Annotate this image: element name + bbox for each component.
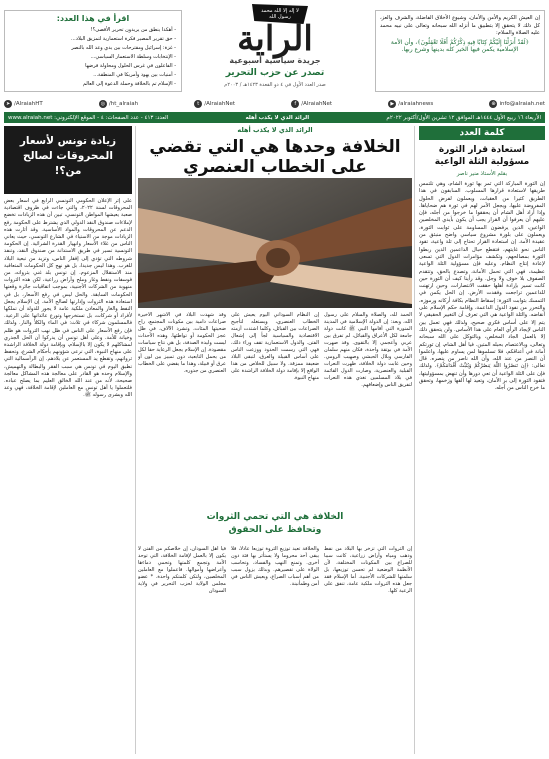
globe-icon: ⊕ xyxy=(491,101,496,107)
social-label: /alraiahnews xyxy=(398,101,434,107)
in-this-issue-title: اقرأ في هذا العدد: xyxy=(56,14,130,23)
main-article xyxy=(138,126,412,754)
subheading-line: الخلافة هي التي تحمي الثروات xyxy=(206,512,344,522)
instagram-icon: ◎ xyxy=(100,101,106,107)
social-link[interactable] xyxy=(291,100,332,108)
intro-text: إن العيش الكريم والأمن والأمان، وشيوع الأخلاق الفاضلة، والشرف والعز، كل ذلك لا يتحقق إلا بتطبيق ما أنزله الله سبحانه وتعالى على نبيه محمد عليه الصلاة والسلام: xyxy=(380,15,540,37)
editorial-body: إن الثورة المباركة التي ثمر بها ثورة الشام، وهي تلتمس طريقها لاستعادة قرارها المسلوب. السابقون في هذا الطريق كثيرا من العقبات، ويعملون لفرض الحلول المفروضة عليها، ويجعل الأمر لهم في ثورة هم ضحاياها. وإذا أراد أهل الشام أن يحققوا ما خرجوا من أجله، فإن عليهم أن يعرفوا أن القرار يجب أن يكون بأيدي المخلصين الواعين، الذين يرفضون المساومة على ثوابت الثورة، ويعملون على بلورة مشروع سياسي واضح منبثق من عقيدة الأمة. إن استعادة القرار تحتاج إلى ثلة واعية، تقود الناس نحو غايتهم، فتقطع حبال الداعمين الذين ربطوا الثورة بمصالحهم، وتكشف مؤامرات الدول التي تسعى لإعادة إنتاج النظام. وعليه فإن مسؤولية الثلة الواعية عظيمة، فهي التي تحمل الأمانة، وتصدع بالحق، وتتقدم الصفوف بلا خوف ولا وجل. وقد رأينا كيف أن الثورة حين كانت تسير بإرادة أهلها حققت الانتصارات، وحين ارتهنت للداعمين تراجعت وفقدت الأرض. إن الحل يكمن في التمسك بثوابت الثورة: إسقاط النظام بكافة أركانه ورموزه، والتحرر من نفوذ الدول الداعمة، وإقامة حكم الإسلام على أنقاضه. والثلة الواعية هي التي تعرف أن التغيير الحقيقي لا يتم إلا على أساس فكري صحيح، ولذلك فهي تعمل بين الناس لإيجاد الرأي العام على هذا الأساس. ولن يتحقق ذلك إلا بالعمل الجاد المخلص، وبالتوكل على الله سبحانه وتعالى، وبالاعتصام بحبله المتين. فيا أهل الشام، إن ثورتكم أمانة في أعناقكم، فلا تسلموها لمن يساوم عليها، واعلموا أن النصر من عند الله، وأن الله ناصر من ينصره. قال تعالى: ﴿إِن تَنصُرُوا اللَّهَ يَنصُرْكُمْ وَيُثَبِّتْ أَقْدَامَكُمْ﴾. ولذلك فإن على الثلة الواعية أن تعي دورها وأن تنهض بمسؤوليتها، فتقود الثورة إلى بر الأمان، وتعيد لها ألقها وزخمها، وتحقق ما خرج الناس من أجله. xyxy=(419,181,545,392)
social-link[interactable] xyxy=(388,100,433,108)
social-label: info@alraiah.net xyxy=(499,101,545,107)
main-article-body-bottom xyxy=(138,546,412,750)
hands-unity-photo xyxy=(138,178,412,308)
social-label: /ht_alraiah xyxy=(108,101,139,107)
issue-item[interactable]: - حق تقرير المصير فكرة استعمارية لتمزيق البلاد... xyxy=(71,36,176,42)
editorial-section-label: كلمة العدد xyxy=(419,126,545,140)
subheading-line: وتحافظ على الحقوق xyxy=(228,525,322,535)
intro-box xyxy=(375,10,545,92)
main-headline[interactable]: الخلافة وحدها هي التي تقضي على الخطاب العنصري xyxy=(149,137,401,177)
intro-quote: ﴿لَقَدْ أَنزَلْنَا إِلَيْكُمْ كِتَابًا فِيهِ ذِكْرُكُمْ أَفَلَا تَعْقِلُونَ﴾، وأن الأمة الإسلامية يكمن فيها الخير كله بدينها وشرع ربها. xyxy=(390,38,530,54)
issue-item[interactable]: - الإسلام تم بالخلافة وحملة الدعوة إلى العالم xyxy=(82,81,176,87)
issue-item[interactable]: - الفاعلون في غرس الحلول ومحاولة فرضها xyxy=(85,63,176,69)
telegram-icon: ➤ xyxy=(5,101,11,107)
article-column: وقد شهدت البلاد في الأشهر الأخيرة صراعات دامية بين مكونات المجتمع، راح ضحيتها المئات، وتشرد الآلاف، في ظل عجز الحكومة أو تواطئها. وهذه الأحداث ليست وليدة الصدفة، بل هي نتاج سياسات مقصودة. إن الإسلام يجعل الرعاية حقا لكل من يحمل التابعية، دون تمييز بين لون أو عرق أو قبيلة، وهذا ما يقضي على الخطاب العنصري من جذوره. xyxy=(138,312,226,374)
social-links-bar xyxy=(4,98,545,110)
social-link[interactable] xyxy=(4,100,43,108)
main-kicker: الرائد الذي لا يكذب أهله xyxy=(237,126,313,134)
editorial-title[interactable]: استعادة قرار الثورة مسؤولية الثلة الواعية xyxy=(434,145,530,167)
motto: الرائد الذي لا يكذب أهله xyxy=(245,114,310,121)
first-issue-date: صدر العدد الأول في ٤ ذو القعدة ١٤٢٣هـ / ٢٠٠٣م xyxy=(224,82,326,88)
editorial-author: بقلم الأستاذ منير ناصر xyxy=(456,171,508,177)
article-column: الحمد لله، والصلاة والسلام على رسول الله، وبعد: إن الدولة الإسلامية في المدينة المنورة التي أقامها النبي ﷺ كانت دولة جامعة لكل الأعراق والقبائل، لم تفرق بين عربي وأعجمي إلا بالتقوى. وقد صهرت الأمة في بوتقة واحدة، فكان منهم سلمان الفارسي وبلال الحبشي وصهيب الرومي. وحين غابت دولة الخلافة، ظهرت النعرات القبلية والعنصرية، وصارت الدول القائمة في بلاد المسلمين تغذي هذه النعرات لتفريق الناس وإضعافهم. xyxy=(324,312,412,388)
issuer: تصدر عن حزب التحرير xyxy=(225,68,325,78)
article-column: إن الثروات التي تزخر بها البلاد من نفط وذهب ومياه وأراض زراعية، كانت سببا للصراع بين المكونات المختلفة، لأن الأنظمة الوضعية لم تحسن توزيعها، بل سلمتها للشركات الأجنبية. أما الإسلام فقد جعل هذه الثروات ملكية عامة، تنفق على الرعية كلها. xyxy=(324,546,412,594)
issue-item[interactable]: - غزة: إسرائيل ومقترحات بين يدي وعد الله بالنصر xyxy=(71,45,176,51)
article-subheading xyxy=(138,511,412,543)
side-article xyxy=(4,126,132,754)
in-this-issue-box xyxy=(4,10,182,92)
article-column: فيا أهل السودان، إن خلاصكم من الفتن لا يكون إلا بالعمل لإقامة الخلافة، التي توحد الأمة وتجمع كلمتها وتحمي دماءها وأعراضها وأموالها. فاعملوا مع العاملين المخلصين، ولتكن كلمتكم واحدة. * عضو مجلس الولاية لحزب التحرير في ولاية السودان xyxy=(138,546,226,594)
side-article-body: على إثر الإعلان الحكومي التونسي الرابع في أسعار بعض المحروقات لسنة ٢٠٢٢، والتي جاءت في ظروف اقتصادية صعبة يعيشها المواطن التونسي، تبين أن هذه الزيادات تخضع لإملاءات صندوق النقد الدولي الذي يشترط على الحكومة رفع الدعم عن المحروقات والمواد الأساسية. وقد أثارت هذه الزيادات موجة من الاستياء في الشارع التونسي، حيث يعاني الناس من غلاء الأسعار وانهيار القدرة الشرائية. إن الحكومة التونسية تسير في طريق الاستدانة من صندوق النقد، وتنفذ شروطه التي تؤدي إلى إفقار الناس، وتزيد من تبعية البلاد للغرب. وهذا ليس جديدا، بل هو نهج كل الحكومات المتعاقبة منذ الاستقلال المزعوم. إن تونس بلد غني بثرواته، من فوسفات ونفط وغاز وملح وأراض زراعية، لكن هذه الثروات منهوبة من الشركات الأجنبية، بموجب اتفاقيات جائرة وقعتها الحكومات السابقة. والحل ليس في رفع الأسعار، بل في استعادة هذه الثروات وإدارتها لصالح الأمة. إن الإسلام يجعل النفط والغاز والمعادن ملكية عامة لا يجوز للدولة أن تملكها لأفراد أو شركات، بل تستخرجها وتوزع عائداتها على الرعية. فالمسلمون شركاء في ثلاث: في الماء والكلأ والنار. ولذلك فإن رفع الأسعار على الناس في ظل نهب الثروات هو ظلم وخيانة للأمة. وعلى أهل تونس أن يدركوا أن الحل الجذري لمشاكلهم لا يكون إلا بالإسلام، وبإقامة دولة الخلافة الراشدة على منهاج النبوة، التي ترعى شؤونهم بأحكام الشرع، وتحفظ ثرواتهم، وتقطع يد المستعمر عن بلادهم. إن الرأسمالية التي تطبق اليوم في تونس هي سبب الفقر والبطالة والتهميش، والإسلام وحده هو القادر على معالجة هذه المشاكل معالجة صحيحة، لأنه من عند الله الخالق العليم بما يصلح عباده. فلتعملوا يا أهل تونس مع العاملين لإقامة الخلافة، فهي وعد الله وبشرى رسوله ﷺ. xyxy=(4,198,132,399)
side-article-title[interactable]: زيادة تونس لأسعار المحروقات لصالح من؟! xyxy=(4,126,132,194)
tagline: جريدة سياسية أسبوعية xyxy=(229,56,321,65)
social-link[interactable] xyxy=(194,100,235,108)
column-divider xyxy=(135,126,136,754)
twitter-icon: t xyxy=(194,100,202,108)
issue-item[interactable]: - أهكذا ينطق من يريدون تحرير الأقصى؟! xyxy=(90,27,176,33)
masthead-area xyxy=(4,4,545,94)
newspaper-logo: الراية xyxy=(237,19,313,59)
article-column: والخلافة تعيد توزيع الثروة توزيعا عادلا، فلا يبقى أحد محروما ولا يستأثر بها فئة دون أخرى. وتمنع النهب والفساد، وتحاسب الولاة على تقصيرهم. وبذلك يزول سبب من أهم أسباب الصراع، ويعيش الناس في أمن وطمأنينة. xyxy=(231,546,319,587)
editorial-column xyxy=(419,126,545,754)
issue-number: العدد: ٤١٣ - عدد الصفحات: ٤ - الموقع الإلكتروني: www.alraiah.net xyxy=(8,114,169,121)
social-label: /AlraiahNet xyxy=(204,101,236,107)
facebook-icon: f xyxy=(291,100,299,108)
issue-date: الأربعاء ١٦ ربيع الأول ١٤٤٤هـ الموافق ١٢ تشرين الأول/أكتوبر ٢٠٢٢م xyxy=(386,114,541,121)
flag-text: لا إله إلا الله محمد رسول الله xyxy=(261,8,299,20)
social-label: /AlraiahHT xyxy=(14,101,43,107)
main-article-body-top xyxy=(138,312,412,508)
column-divider xyxy=(414,126,415,754)
youtube-icon: ▶ xyxy=(388,100,396,108)
issue-item[interactable]: - الإنتخابات وسلطة الاستعمار السياسي... xyxy=(90,54,176,60)
logo-block xyxy=(190,4,360,94)
article-column: إن النظام السوداني اليوم يعيش على الخطاب العنصري، ويستغله لتأجيج الصراعات بين القبائل، وكلما اشتدت أزمته الاقتصادية والسياسية لجأ إلى إشعال الفتن. والدول الاستعمارية تقف وراء ذلك، فهي التي رسمت الحدود ووزعت الناس على أساس القبيلة والعرق، لتبقى البلاد ضعيفة ممزقة. ولا سبيل للخلاص من هذا الواقع إلا بإقامة دولة الخلافة الراشدة على منهاج النبوة. xyxy=(231,312,319,381)
issue-item[interactable]: - أمنيات بين يهود وأمريكا في المنطقة... xyxy=(93,72,176,78)
social-link[interactable] xyxy=(489,100,545,108)
social-link[interactable] xyxy=(99,100,138,108)
social-label: /AlraiahNet xyxy=(301,101,333,107)
issue-info-bar xyxy=(4,112,545,123)
